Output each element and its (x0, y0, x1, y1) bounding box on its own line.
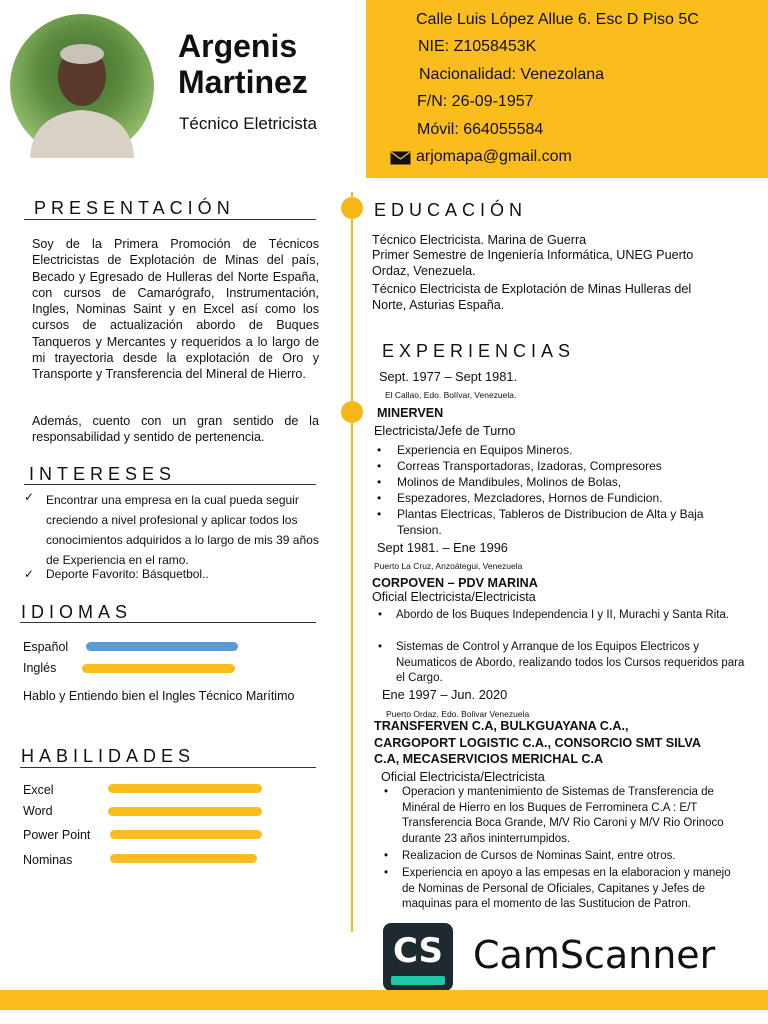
skill-level-bar (108, 807, 262, 816)
section-title-idiomas: IDIOMAS (21, 602, 133, 622)
interest-text: Deporte Favorito: Básquetbol.. (46, 567, 209, 581)
section-title-presentacion: PRESENTACIÓN (34, 198, 235, 218)
job-company-line: C.A, MECASERVICIOS MERICHAL C.A (374, 752, 604, 766)
skill-level-bar (108, 784, 262, 793)
skill-level-bar (110, 854, 257, 863)
bullet-icon: • (384, 850, 389, 862)
job-position: Oficial Electricista/Electricista (381, 770, 545, 784)
job-dates: Sept. 1977 – Sept 1981. (379, 369, 518, 384)
logo-text: CS (392, 931, 444, 971)
job-duty: • Plantas Electricas, Tableros de Distribucion de Alta y Baja Tension. (377, 507, 704, 537)
education-line: Primer Semestre de Ingeniería Informática, UNEG Puerto (372, 248, 694, 262)
timeline-dot (341, 197, 363, 219)
skill-label-powerpoint: Power Point (23, 828, 91, 842)
language-label-english: Inglés (23, 661, 57, 675)
interest-item (24, 567, 324, 582)
job-duty: • Molinos de Mandibules, Molinos de Bolas, (377, 475, 622, 489)
presentation-paragraph-2: Además, cuento con un gran sentido de la responsabilidad y sentido de pertenencia. (32, 414, 319, 445)
timeline-dot (341, 401, 363, 423)
job-location: El Callao, Edo. Bolívar, Venezuela. (385, 390, 517, 400)
logo-accent (391, 976, 445, 985)
job-duty: • Experiencia en apoyo a las empesas en la elaboracion y manejo de Nominas de Personal de Oficiales, Capitanes y Jefes de maquinas para el momento de las Sustitucion de Patron. (384, 867, 731, 910)
timeline-line (351, 192, 353, 932)
contact-birthdate: F/N: 26-09-1957 (417, 93, 534, 110)
job-duty: • Sistemas de Control y Arranque de los Equipos Electricos y Neumaticos de Abordo, realizando todos los Cursos requeridos para el Cargo. (378, 641, 745, 684)
job-title: Técnico Eletricista (179, 114, 317, 133)
presentation-paragraph: Soy de la Primera Promoción de Técnicos Electricistas de Explotación de Minas del país, Becado y Egresado de Hulleras del Norte España, con cursos de Camarógrafo, Instrumentación, Ingles, Nominas Saint y en Excel así como los cursos de actualización abordo de Buques Tanqueros y Mercantes y requeridos a lo largo de mi trayectoria desde la explotación de Oro y Transporte y Transferencia del Mineral de Hierro. (32, 237, 319, 382)
bullet-icon: • (377, 491, 382, 505)
first-name: Argenis (178, 28, 298, 64)
job-duty: • Espezadores, Mezcladores, Hornos de Fundicion. (377, 491, 663, 505)
job-position: Oficial Electricista/Electricista (372, 590, 536, 604)
job-company-line: CARGOPORT LOGISTIC C.A., CONSORCIO SMT SILVA (374, 736, 701, 750)
section-title-experiencias: EXPERIENCIAS (382, 341, 576, 361)
job-duty: • Operacion y mantenimiento de Sistemas de Transferencia de Minéral de Hierro en los Buques de Ferrominera C.A : E/T Transferencia Boca Grande, M/V Rio Caroni y M/V Rio Orinoco durante 23 años ininterrumpidos. (384, 786, 724, 845)
candidate-name (178, 28, 308, 100)
language-note: Hablo y Entiendo bien el Ingles Técnico Marítimo (23, 689, 295, 703)
job-company: CORPOVEN – PDV MARINA (372, 576, 538, 590)
contact-mobile: Móvil: 664055584 (417, 121, 544, 138)
bullet-icon: • (378, 609, 383, 621)
job-location: Puerto La Cruz, Anzoátegui, Venezuela (374, 561, 523, 571)
job-position: Electricista/Jefe de Turno (374, 424, 516, 438)
contact-email[interactable]: arjomapa@gmail.com (416, 148, 572, 165)
job-location: Puerto Ordaz, Edo. Bolivar Venezuela (386, 709, 530, 719)
envelope-icon (390, 151, 411, 165)
contact-panel (366, 0, 768, 178)
skill-label-nominas: Nominas (23, 853, 73, 867)
job-dates: Sept 1981. – Ene 1996 (377, 540, 508, 555)
education-line: Norte, Asturias España. (372, 298, 505, 312)
education-line: Técnico Electricista. Marina de Guerra (372, 233, 587, 247)
bullet-icon: • (377, 443, 382, 457)
job-dates: Ene 1997 – Jun. 2020 (382, 687, 508, 702)
camscanner-logo (383, 923, 453, 991)
skill-label-excel: Excel (23, 783, 54, 797)
bullet-icon: • (377, 475, 382, 489)
camscanner-brand: CamScanner (473, 933, 716, 977)
language-level-bar-spanish (86, 642, 238, 651)
person-silhouette-icon (10, 14, 154, 158)
divider (24, 484, 316, 485)
job-duty: • Abordo de los Buques Independencia I y II, Murachi y Santa Rita. (396, 608, 748, 624)
bullet-icon: • (384, 867, 389, 879)
contact-nie: NIE: Z1058453K (418, 38, 537, 55)
language-level-bar-english (82, 664, 235, 673)
checkmark-icon: ✓ (24, 567, 35, 581)
profile-photo (10, 14, 154, 158)
job-duty: • Realizacion de Cursos de Nominas Saint, entre otros. (402, 849, 742, 865)
divider (20, 767, 316, 768)
education-line: Técnico Electricista de Explotación de Minas Hulleras del (372, 282, 692, 296)
section-title-educacion: EDUCACIÓN (374, 200, 528, 220)
contact-address: Calle Luis López Allue 6. Esc D Piso 5C (416, 11, 699, 28)
skill-label-word: Word (23, 804, 53, 818)
job-company: MINERVEN (377, 406, 444, 420)
bullet-icon: • (377, 507, 382, 521)
section-title-habilidades: HABILIDADES (21, 746, 196, 766)
job-duty: • Experiencia en Equipos Mineros. (377, 443, 573, 457)
divider (24, 219, 316, 220)
bullet-icon: • (384, 786, 389, 798)
footer-band (0, 990, 768, 1010)
job-duty: • Correas Transportadoras, Izadoras, Compresores (377, 459, 662, 473)
bullet-icon: • (377, 459, 382, 473)
last-name: Martinez (178, 64, 308, 100)
interest-text: Encontrar una empresa en la cual pueda seguir creciendo a nivel profesional y aplicar todos los conocimientos adquiridos a lo largo de mis 39 años de Experiencia en el ramo. (46, 493, 319, 567)
interest-item (24, 490, 324, 570)
contact-nationality: Nacionalidad: Venezolana (419, 66, 605, 83)
education-line: Ordaz, Venezuela. (372, 264, 476, 278)
skill-level-bar (110, 830, 262, 839)
bullet-icon: • (378, 641, 383, 653)
language-label-spanish: Español (23, 640, 69, 654)
job-company-line: TRANSFERVEN C.A, BULKGUAYANA C.A., (374, 719, 629, 733)
checkmark-icon: ✓ (24, 490, 35, 504)
divider (20, 622, 316, 623)
section-title-intereses: INTERESES (29, 464, 177, 484)
